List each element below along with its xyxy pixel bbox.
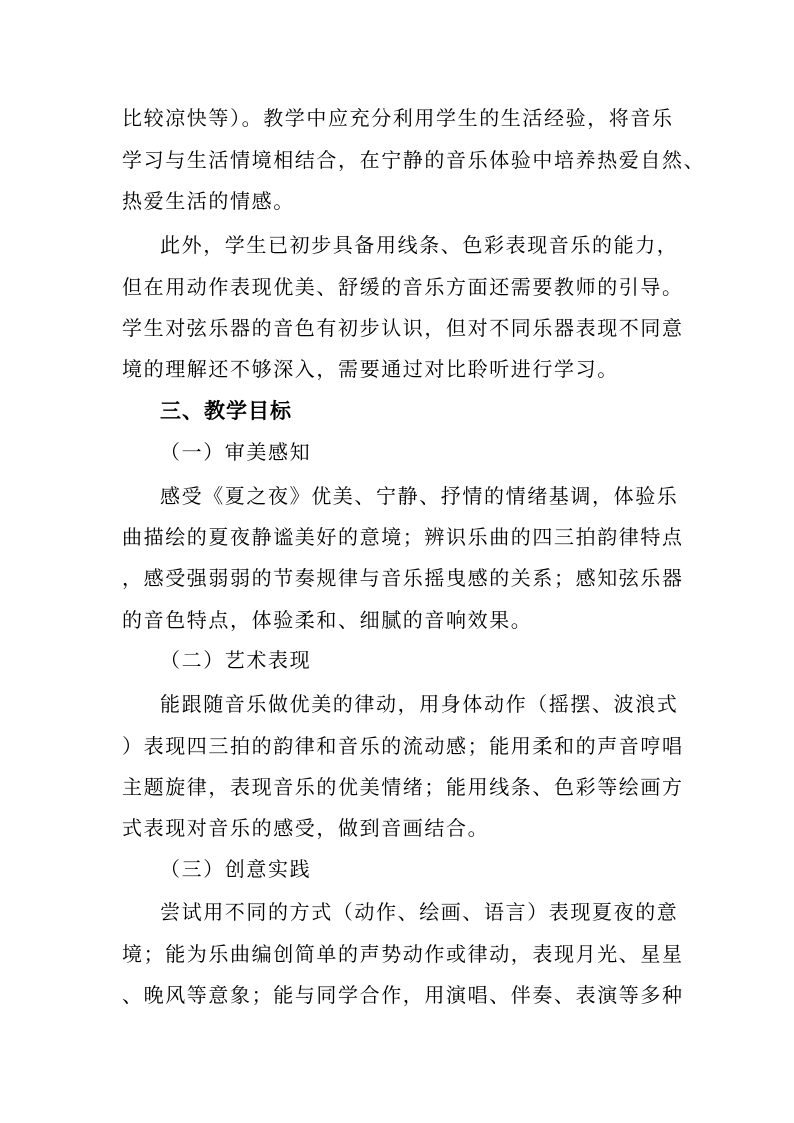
paragraph-line: 感受《夏之夜》优美、宁静、抒情的情绪基调，体验乐	[160, 484, 679, 508]
subsection-heading: （一）审美感知	[160, 440, 312, 464]
paragraph-line: 学习与生活情境相结合，在宁静的音乐体验中培养热爱自然、	[122, 148, 706, 172]
paragraph-line: 此外，学生已初步具备用线条、色彩表现音乐的能力，	[160, 233, 679, 257]
paragraph-line: ）表现四三拍的韵律和音乐的流动感；能用柔和的声音哼唱	[122, 734, 684, 758]
paragraph-line: 比较凉快等）。教学中应充分利用学生的生活经验，将音乐	[122, 106, 674, 130]
paragraph-line: 热爱生活的情感。	[122, 189, 295, 213]
paragraph-line: 能跟随音乐做优美的律动，用身体动作（摇摆、波浪式	[160, 692, 679, 716]
paragraph-line: 式表现对音乐的感受，做到音画结合。	[122, 816, 490, 840]
paragraph-line: 学生对弦乐器的音色有初步认识，但对不同乐器表现不同意	[122, 316, 684, 340]
paragraph-line: 曲描绘的夏夜静谧美好的意境；辨识乐曲的四三拍韵律特点	[122, 525, 684, 549]
subsection-heading: （三）创意实践	[160, 857, 312, 881]
paragraph-line: 主题旋律，表现音乐的优美情绪；能用线条、色彩等绘画方	[122, 775, 684, 799]
paragraph-line: 尝试用不同的方式（动作、绘画、语言）表现夏夜的意	[160, 900, 679, 924]
paragraph-line: ，感受强弱弱的节奏规律与音乐摇曳感的关系；感知弦乐器	[122, 566, 684, 590]
paragraph-line: 境；能为乐曲编创简单的声势动作或律动，表现月光、星星	[122, 942, 684, 966]
paragraph-line: 但在用动作表现优美、舒缓的音乐方面还需要教师的引导。	[122, 275, 684, 299]
section-heading: 三、教学目标	[160, 399, 292, 423]
paragraph-line: 、晚风等意象；能与同学合作，用演唱、伴奏、表演等多种	[122, 983, 684, 1007]
paragraph-line: 境的理解还不够深入，需要通过对比聆听进行学习。	[122, 357, 619, 381]
subsection-heading: （二）艺术表现	[160, 648, 312, 672]
paragraph-line: 的音色特点，体验柔和、细腻的音响效果。	[122, 608, 533, 632]
